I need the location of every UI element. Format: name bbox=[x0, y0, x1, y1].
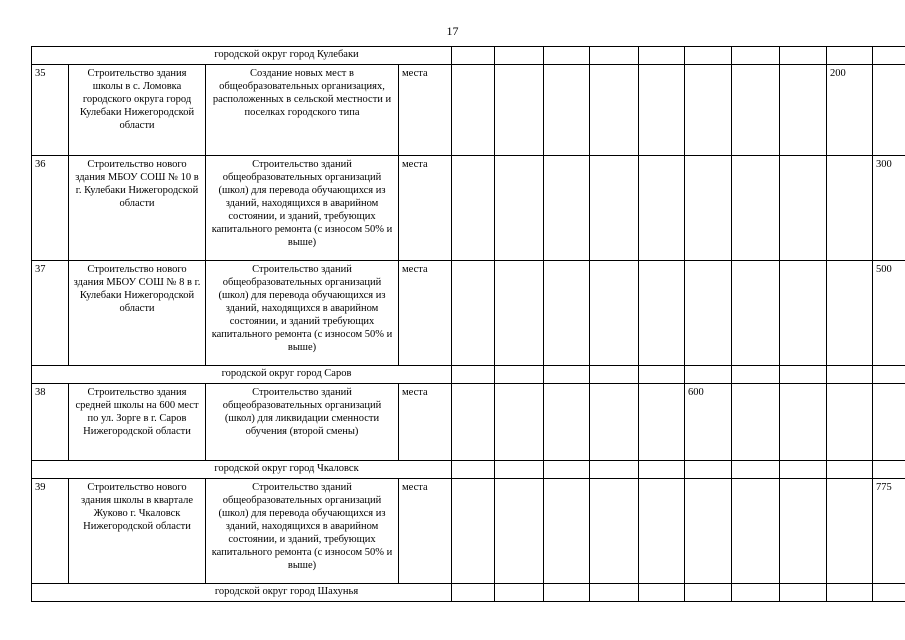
object-name: Строительство нового здания МБОУ СОШ № 8 в г. Кулебаки Нижегородской области bbox=[69, 261, 206, 366]
unit-cell: места bbox=[399, 384, 452, 461]
value-cell bbox=[873, 47, 905, 65]
row-number: 36 bbox=[32, 156, 69, 261]
value-cell bbox=[732, 156, 780, 261]
value-cell bbox=[544, 461, 590, 479]
unit-cell: места bbox=[399, 479, 452, 584]
section-label bbox=[32, 584, 452, 602]
value-cell: 500 bbox=[873, 261, 905, 366]
unit-cell: места bbox=[399, 65, 452, 156]
section-label-text: городской округ город Саров bbox=[221, 368, 352, 379]
value-cell bbox=[873, 384, 905, 461]
value-cell bbox=[639, 479, 685, 584]
value-cell bbox=[544, 584, 590, 602]
section-label-text: городской округ город Шахунья bbox=[214, 586, 359, 597]
value-cell bbox=[685, 65, 732, 156]
page-number: 17 bbox=[446, 24, 459, 38]
value-cell bbox=[495, 65, 544, 156]
value-cell bbox=[685, 479, 732, 584]
value-cell bbox=[452, 366, 495, 384]
value-cell bbox=[827, 47, 873, 65]
object-name: Строительство нового здания школы в квартале Жуково г. Чкаловск Нижегородской области bbox=[69, 479, 206, 584]
section-row bbox=[32, 366, 905, 384]
table-row bbox=[32, 384, 905, 461]
value-cell: 775 bbox=[873, 479, 905, 584]
value-cell bbox=[685, 156, 732, 261]
value-cell bbox=[873, 461, 905, 479]
section-row bbox=[32, 584, 905, 602]
value-cell bbox=[780, 366, 827, 384]
value-cell bbox=[452, 384, 495, 461]
value-cell bbox=[732, 65, 780, 156]
section-row bbox=[32, 47, 905, 65]
section-label-text: городской округ город Кулебаки bbox=[214, 49, 359, 60]
value-cell bbox=[639, 47, 685, 65]
value-cell bbox=[639, 584, 685, 602]
value-cell bbox=[873, 584, 905, 602]
object-purpose: Создание новых мест в общеобразовательных организациях, расположенных в сельской местности и поселках городского типа bbox=[206, 65, 399, 156]
program-table bbox=[31, 46, 905, 602]
value-cell bbox=[639, 366, 685, 384]
unit-cell: места bbox=[399, 261, 452, 366]
value-cell bbox=[732, 261, 780, 366]
object-name: Строительство нового здания МБОУ СОШ № 10 в г. Кулебаки Нижегородской области bbox=[69, 156, 206, 261]
value-cell bbox=[780, 479, 827, 584]
object-name: Строительство здания школы в с. Ломовка городского округа город Кулебаки Нижегородской области bbox=[69, 65, 206, 156]
table-row bbox=[32, 261, 905, 366]
value-cell bbox=[590, 584, 639, 602]
value-cell bbox=[544, 65, 590, 156]
value-cell bbox=[495, 479, 544, 584]
object-name: Строительство здания средней школы на 600 мест по ул. Зорге в г. Саров Нижегородской области bbox=[69, 384, 206, 461]
value-cell bbox=[544, 47, 590, 65]
value-cell bbox=[780, 461, 827, 479]
value-cell bbox=[639, 461, 685, 479]
table-row bbox=[32, 156, 905, 261]
value-cell bbox=[685, 461, 732, 479]
value-cell bbox=[452, 261, 495, 366]
section-label bbox=[32, 366, 452, 384]
section-row bbox=[32, 461, 905, 479]
row-number: 38 bbox=[32, 384, 69, 461]
row-number: 39 bbox=[32, 479, 69, 584]
value-cell bbox=[590, 261, 639, 366]
value-cell bbox=[495, 47, 544, 65]
table-row bbox=[32, 479, 905, 584]
value-cell bbox=[780, 47, 827, 65]
value-cell bbox=[827, 584, 873, 602]
value-cell bbox=[732, 461, 780, 479]
table-body bbox=[32, 47, 905, 602]
value-cell bbox=[639, 156, 685, 261]
value-cell bbox=[827, 461, 873, 479]
value-cell bbox=[732, 584, 780, 602]
value-cell bbox=[452, 584, 495, 602]
value-cell bbox=[685, 366, 732, 384]
value-cell: 200 bbox=[827, 65, 873, 156]
row-number: 35 bbox=[32, 65, 69, 156]
unit-cell: места bbox=[399, 156, 452, 261]
value-cell bbox=[495, 384, 544, 461]
value-cell bbox=[452, 156, 495, 261]
value-cell bbox=[495, 584, 544, 602]
value-cell bbox=[544, 156, 590, 261]
value-cell bbox=[639, 384, 685, 461]
section-label-text: городской округ город Чкаловск bbox=[214, 463, 359, 474]
value-cell bbox=[827, 366, 873, 384]
value-cell bbox=[590, 366, 639, 384]
value-cell bbox=[685, 47, 732, 65]
value-cell bbox=[590, 384, 639, 461]
value-cell bbox=[544, 366, 590, 384]
object-purpose: Строительство зданий общеобразовательных организаций (школ) для перевода обучающихся из зданий, находящихся в аварийном состоянии, и зданий, требующих капитального ремонта (с износом 50% и выше) bbox=[206, 156, 399, 261]
value-cell bbox=[495, 366, 544, 384]
value-cell bbox=[495, 461, 544, 479]
object-purpose: Строительство зданий общеобразовательных организаций (школ) для ликвидации сменности обучения (второй смены) bbox=[206, 384, 399, 461]
value-cell bbox=[827, 156, 873, 261]
value-cell bbox=[827, 384, 873, 461]
value-cell bbox=[780, 261, 827, 366]
value-cell bbox=[780, 156, 827, 261]
value-cell bbox=[544, 384, 590, 461]
value-cell bbox=[685, 584, 732, 602]
value-cell bbox=[685, 261, 732, 366]
value-cell bbox=[732, 479, 780, 584]
value-cell bbox=[590, 461, 639, 479]
value-cell bbox=[590, 65, 639, 156]
object-purpose: Строительство зданий общеобразовательных организаций (школ) для перевода обучающихся из зданий, находящихся в аварийном состоянии, и зданий, требующих капитального ремонта (с износом 50% и выше) bbox=[206, 479, 399, 584]
row-number: 37 bbox=[32, 261, 69, 366]
value-cell bbox=[590, 479, 639, 584]
value-cell bbox=[452, 65, 495, 156]
value-cell bbox=[780, 584, 827, 602]
value-cell: 600 bbox=[685, 384, 732, 461]
value-cell bbox=[590, 156, 639, 261]
value-cell bbox=[495, 156, 544, 261]
value-cell bbox=[780, 384, 827, 461]
value-cell bbox=[452, 461, 495, 479]
value-cell bbox=[873, 65, 905, 156]
value-cell bbox=[827, 479, 873, 584]
value-cell bbox=[827, 261, 873, 366]
table-row bbox=[32, 65, 905, 156]
value-cell bbox=[732, 366, 780, 384]
value-cell bbox=[544, 479, 590, 584]
object-purpose: Строительство зданий общеобразовательных организаций (школ) для перевода обучающихся из зданий, находящихся в аварийном состоянии, и зданий требующих капитального ремонта (с износом 50% и выше) bbox=[206, 261, 399, 366]
value-cell bbox=[639, 261, 685, 366]
value-cell bbox=[590, 47, 639, 65]
section-label bbox=[32, 47, 452, 65]
section-label bbox=[32, 461, 452, 479]
value-cell: 300 bbox=[873, 156, 905, 261]
value-cell bbox=[732, 384, 780, 461]
value-cell bbox=[732, 47, 780, 65]
value-cell bbox=[495, 261, 544, 366]
value-cell bbox=[639, 65, 685, 156]
value-cell bbox=[873, 366, 905, 384]
value-cell bbox=[452, 479, 495, 584]
value-cell bbox=[544, 261, 590, 366]
value-cell bbox=[780, 65, 827, 156]
value-cell bbox=[452, 47, 495, 65]
